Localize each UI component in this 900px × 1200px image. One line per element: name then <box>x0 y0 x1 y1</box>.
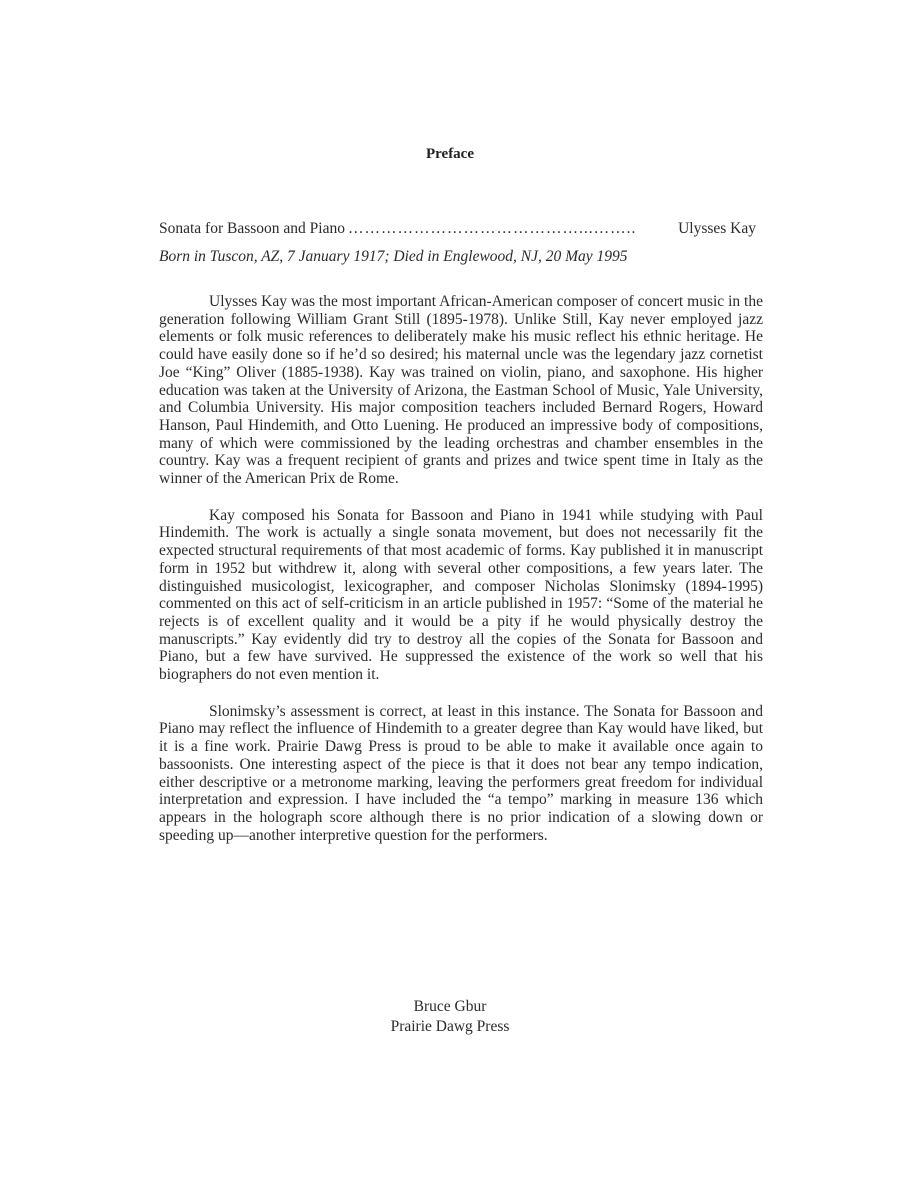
toc-work-title: Sonata for Bassoon and Piano <box>159 220 345 237</box>
toc-composer-name: Ulysses Kay <box>678 220 756 237</box>
signature-block <box>0 997 900 1037</box>
signature-publisher: Prairie Dawg Press <box>390 1018 510 1035</box>
composer-bio-dates: Born in Tuscon, AZ, 7 January 1917; Died in Englewood, NJ, 20 May 1995 <box>159 248 628 265</box>
paragraph-3: Slonimsky’s assessment is correct, at least in this instance. The Sonata for Bassoon and Piano may reflect the influence of Hindemith to a greater degree than Kay would have liked, but it is a fine work. Prairie Dawg Press is proud to be able to make it available once again to bassoonists. One interesting aspect of the piece is that it does not bear any tempo indication, either descriptive or a metronome marking, leaving the performers great freedom for individual interpretation and expression. I have included the “a tempo” marking in measure 136 which appears in the holograph score although there is no prior indication of a slowing down or speeding up—another interpretive question for the performers. <box>159 702 763 844</box>
preface-body <box>159 293 763 863</box>
paragraph-2: Kay composed his Sonata for Bassoon and Piano in 1941 while studying with Paul Hindemith. The work is actually a single sonata movement, but does not necessarily fit the expected structural requirements of that most academic of forms. Kay published it in manuscript form in 1952 but withdrew it, along with several other compositions, a few years later. The distinguished musicologist, lexicographer, and composer Nicholas Slonimsky (1894-1995) commented on this act of self-criticism in an article published in 1957: “Some of the material he rejects is of excellent quality and it would be a pity if he would physically destroy the manuscripts.” Kay evidently did try to destroy all the copies of the Sonata for Bassoon and Piano, but a few have survived. He suppressed the existence of the work so well that his biographers do not even mention it. <box>159 506 763 684</box>
page-title: Preface <box>425 146 475 162</box>
signature-name: Bruce Gbur <box>413 998 487 1015</box>
toc-dot-leader: ……………………………………...…….. <box>347 220 637 237</box>
paragraph-1: Ulysses Kay was the most important African-American composer of concert music in the generation following William Grant Still (1895-1978). Unlike Still, Kay never employed jazz elements or folk music references to deliberately make his music reflect his ethnic heritage. He could have easily done so if he’d so desired; his maternal uncle was the legendary jazz cornetist Joe “King” Oliver (1885-1938). Kay was trained on violin, piano, and saxophone. His higher education was taken at the University of Arizona, the Eastman School of Music, Yale University, and Columbia University. His major composition teachers included Bernard Rogers, Howard Hanson, Paul Hindemith, and Otto Luening. He produced an impressive body of compositions, many of which were commissioned by the leading orchestras and chamber ensembles in the country. Kay was a frequent recipient of grants and prizes and twice spent time in Italy as the winner of the American Prix de Rome. <box>159 293 763 488</box>
toc-entry <box>159 220 756 238</box>
